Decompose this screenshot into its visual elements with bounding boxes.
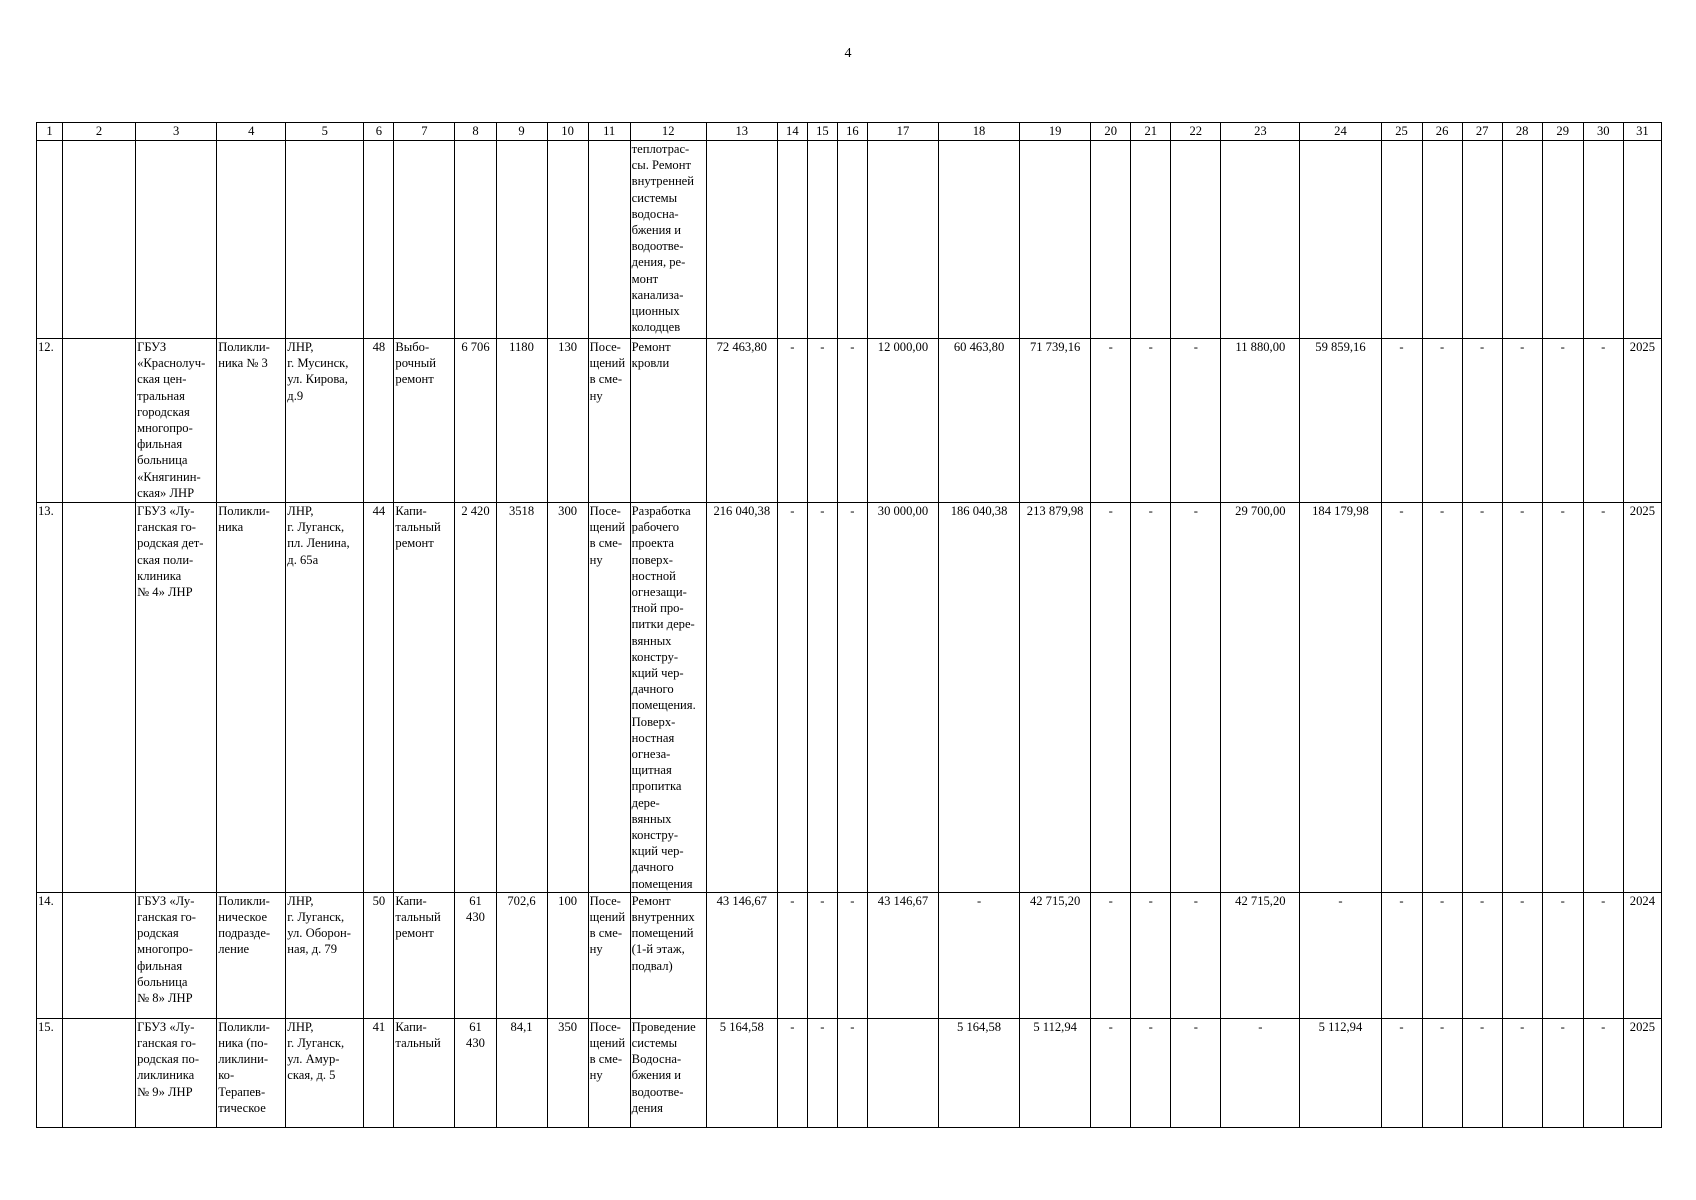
table-cell-col-9 xyxy=(496,141,547,339)
table-cell-col-16: - xyxy=(837,339,867,503)
table-cell-col-8: 61 430 xyxy=(455,892,496,1018)
table-cell-col-22: - xyxy=(1171,892,1221,1018)
table-cell-col-23 xyxy=(1221,141,1300,339)
table-cell-col-24: 5 112,94 xyxy=(1300,1018,1381,1127)
table-cell-col-19: 5 112,94 xyxy=(1020,1018,1091,1127)
table-cell-col-5: ЛНР, г. Луганск, ул. Оборон- ная, д. 79 xyxy=(286,892,364,1018)
column-number-2: 2 xyxy=(63,123,136,141)
table-cell-col-1: 15. xyxy=(37,1018,63,1127)
table-cell-col-18: 5 164,58 xyxy=(939,1018,1020,1127)
column-number-14: 14 xyxy=(777,123,807,141)
table-row xyxy=(37,141,1662,339)
table-cell-col-20: - xyxy=(1091,1018,1131,1127)
page-number: 4 xyxy=(844,46,852,61)
table-cell-col-4: Поликли- ника xyxy=(217,503,286,893)
table-cell-col-28 xyxy=(1502,141,1542,339)
table-cell-col-25: - xyxy=(1381,503,1422,893)
table-cell-col-21: - xyxy=(1131,1018,1171,1127)
table-cell-col-19: 42 715,20 xyxy=(1020,892,1091,1018)
table-cell-col-5: ЛНР, г. Луганск, пл. Ленина, д. 65а xyxy=(286,503,364,893)
table-cell-col-6: 48 xyxy=(364,339,394,503)
table-cell-col-23: 42 715,20 xyxy=(1221,892,1300,1018)
column-number-5: 5 xyxy=(286,123,364,141)
column-number-21: 21 xyxy=(1131,123,1171,141)
table-cell-col-28: - xyxy=(1502,503,1542,893)
table-cell-col-10 xyxy=(547,141,588,339)
table-cell-col-24: 59 859,16 xyxy=(1300,339,1381,503)
table-cell-col-21: - xyxy=(1131,503,1171,893)
table-cell-col-5: ЛНР, г. Мусинск, ул. Кирова, д.9 xyxy=(286,339,364,503)
table-cell-col-19: 71 739,16 xyxy=(1020,339,1091,503)
table-cell-col-7 xyxy=(394,141,455,339)
table-cell-col-20: - xyxy=(1091,503,1131,893)
table-cell-col-23: - xyxy=(1221,1018,1300,1127)
table-cell-col-2 xyxy=(63,892,136,1018)
table-cell-col-16: - xyxy=(837,892,867,1018)
table-cell-col-26: - xyxy=(1422,892,1462,1018)
table-cell-col-22 xyxy=(1171,141,1221,339)
table-cell-col-30: - xyxy=(1583,339,1623,503)
table-cell-col-29: - xyxy=(1542,892,1583,1018)
table-cell-col-30 xyxy=(1583,141,1623,339)
table-cell-col-9: 702,6 xyxy=(496,892,547,1018)
table-cell-col-8: 2 420 xyxy=(455,503,496,893)
column-number-15: 15 xyxy=(807,123,837,141)
table-cell-col-1: 12. xyxy=(37,339,63,503)
table-cell-col-22: - xyxy=(1171,503,1221,893)
table-cell-col-27 xyxy=(1462,141,1502,339)
table-cell-col-14: - xyxy=(777,503,807,893)
column-number-header-row xyxy=(37,123,1662,141)
column-number-23: 23 xyxy=(1221,123,1300,141)
table-cell-col-14: - xyxy=(777,339,807,503)
table-cell-col-11: Посе- щений в сме- ну xyxy=(588,339,630,503)
table-cell-col-2 xyxy=(63,339,136,503)
column-number-22: 22 xyxy=(1171,123,1221,141)
table-cell-col-15: - xyxy=(807,892,837,1018)
table-cell-col-6: 44 xyxy=(364,503,394,893)
table-cell-col-6: 41 xyxy=(364,1018,394,1127)
column-number-31: 31 xyxy=(1623,123,1661,141)
column-number-12: 12 xyxy=(630,123,706,141)
table-cell-col-14: - xyxy=(777,892,807,1018)
table-cell-col-12: Разработка рабочего проекта поверх- ностной огнезащи- тной про- питки дере- вянных констру- кций чер- дачного помещения. Поверх- ностная огнеза- щитная пропитка дере- вянных констру- кций чер- дачного помещения xyxy=(630,503,706,893)
column-number-26: 26 xyxy=(1422,123,1462,141)
table-cell-col-10: 350 xyxy=(547,1018,588,1127)
table-cell-col-1 xyxy=(37,141,63,339)
table-cell-col-24: 184 179,98 xyxy=(1300,503,1381,893)
table-cell-col-31: 2025 xyxy=(1623,503,1661,893)
table-cell-col-29 xyxy=(1542,141,1583,339)
table-cell-col-6 xyxy=(364,141,394,339)
table-cell-col-2 xyxy=(63,503,136,893)
table-cell-col-31: 2024 xyxy=(1623,892,1661,1018)
table-cell-col-18: 60 463,80 xyxy=(939,339,1020,503)
table-cell-col-25 xyxy=(1381,141,1422,339)
table-cell-col-14: - xyxy=(777,1018,807,1127)
table-cell-col-27: - xyxy=(1462,1018,1502,1127)
table-cell-col-10: 130 xyxy=(547,339,588,503)
table-cell-col-25: - xyxy=(1381,1018,1422,1127)
table-cell-col-21 xyxy=(1131,141,1171,339)
table-cell-col-7: Капи- тальный ремонт xyxy=(394,503,455,893)
table-cell-col-19 xyxy=(1020,141,1091,339)
table-cell-col-24 xyxy=(1300,141,1381,339)
table-cell-col-10: 100 xyxy=(547,892,588,1018)
table-cell-col-19: 213 879,98 xyxy=(1020,503,1091,893)
table-row xyxy=(37,892,1662,1018)
table-cell-col-1: 13. xyxy=(37,503,63,893)
table-cell-col-11: Посе- щений в сме- ну xyxy=(588,892,630,1018)
table-cell-col-31: 2025 xyxy=(1623,339,1661,503)
table-cell-col-15: - xyxy=(807,503,837,893)
table-cell-col-26 xyxy=(1422,141,1462,339)
column-number-13: 13 xyxy=(706,123,777,141)
table-cell-col-17 xyxy=(867,141,938,339)
table-cell-col-14 xyxy=(777,141,807,339)
column-number-24: 24 xyxy=(1300,123,1381,141)
table-cell-col-20 xyxy=(1091,141,1131,339)
table-cell-col-20: - xyxy=(1091,339,1131,503)
column-number-20: 20 xyxy=(1091,123,1131,141)
table-cell-col-11: Посе- щений в сме- ну xyxy=(588,1018,630,1127)
column-number-1: 1 xyxy=(37,123,63,141)
table-cell-col-12: теплотрас- сы. Ремонт внутренней системы водосна- бжения и водоотве- дения, ре- монт канализа- ционных колодцев xyxy=(630,141,706,339)
column-number-28: 28 xyxy=(1502,123,1542,141)
table-row xyxy=(37,339,1662,503)
table-row xyxy=(37,1018,1662,1127)
table-cell-col-7: Выбо- рочный ремонт xyxy=(394,339,455,503)
table-cell-col-29: - xyxy=(1542,1018,1583,1127)
table-cell-col-28: - xyxy=(1502,892,1542,1018)
table-cell-col-30: - xyxy=(1583,892,1623,1018)
column-number-25: 25 xyxy=(1381,123,1422,141)
table-cell-col-22: - xyxy=(1171,1018,1221,1127)
table-cell-col-13 xyxy=(706,141,777,339)
column-number-29: 29 xyxy=(1542,123,1583,141)
column-number-8: 8 xyxy=(455,123,496,141)
table-cell-col-25: - xyxy=(1381,339,1422,503)
table-cell-col-16: - xyxy=(837,503,867,893)
table-cell-col-18: - xyxy=(939,892,1020,1018)
table-cell-col-13: 5 164,58 xyxy=(706,1018,777,1127)
table-cell-col-22: - xyxy=(1171,339,1221,503)
column-number-4: 4 xyxy=(217,123,286,141)
table-cell-col-3 xyxy=(136,141,217,339)
table-cell-col-4 xyxy=(217,141,286,339)
table-cell-col-7: Капи- тальный ремонт xyxy=(394,892,455,1018)
column-number-17: 17 xyxy=(867,123,938,141)
table-row xyxy=(37,503,1662,893)
column-number-9: 9 xyxy=(496,123,547,141)
table-cell-col-4: Поликли- ническое подразде- ление xyxy=(217,892,286,1018)
table-cell-col-3: ГБУЗ «Лу- ганская го- родская многопро- фильная больница № 8» ЛНР xyxy=(136,892,217,1018)
table-cell-col-18 xyxy=(939,141,1020,339)
table-cell-col-18: 186 040,38 xyxy=(939,503,1020,893)
table-cell-col-27: - xyxy=(1462,339,1502,503)
table-cell-col-16: - xyxy=(837,1018,867,1127)
table-cell-col-30: - xyxy=(1583,1018,1623,1127)
repair-schedule-table xyxy=(36,122,1662,1128)
table-cell-col-26: - xyxy=(1422,339,1462,503)
table-cell-col-8 xyxy=(455,141,496,339)
column-number-18: 18 xyxy=(939,123,1020,141)
table-cell-col-2 xyxy=(63,141,136,339)
table-cell-col-8: 6 706 xyxy=(455,339,496,503)
table-cell-col-31: 2025 xyxy=(1623,1018,1661,1127)
table-cell-col-12: Ремонт кровли xyxy=(630,339,706,503)
table-cell-col-30: - xyxy=(1583,503,1623,893)
table-cell-col-17 xyxy=(867,1018,938,1127)
table-cell-col-17: 12 000,00 xyxy=(867,339,938,503)
table-cell-col-25: - xyxy=(1381,892,1422,1018)
table-cell-col-21: - xyxy=(1131,339,1171,503)
table-cell-col-27: - xyxy=(1462,892,1502,1018)
table-cell-col-17: 43 146,67 xyxy=(867,892,938,1018)
table-cell-col-17: 30 000,00 xyxy=(867,503,938,893)
table-cell-col-15 xyxy=(807,141,837,339)
table-cell-col-16 xyxy=(837,141,867,339)
table-cell-col-29: - xyxy=(1542,339,1583,503)
table-cell-col-11: Посе- щений в сме- ну xyxy=(588,503,630,893)
table-cell-col-5: ЛНР, г. Луганск, ул. Амур- ская, д. 5 xyxy=(286,1018,364,1127)
column-number-7: 7 xyxy=(394,123,455,141)
table-cell-col-12: Ремонт внутренних помещений (1-й этаж, подвал) xyxy=(630,892,706,1018)
table-cell-col-26: - xyxy=(1422,1018,1462,1127)
table-cell-col-31 xyxy=(1623,141,1661,339)
table-cell-col-26: - xyxy=(1422,503,1462,893)
table-cell-col-13: 216 040,38 xyxy=(706,503,777,893)
table-cell-col-2 xyxy=(63,1018,136,1127)
column-number-27: 27 xyxy=(1462,123,1502,141)
table-cell-col-8: 61 430 xyxy=(455,1018,496,1127)
table-cell-col-21: - xyxy=(1131,892,1171,1018)
column-number-10: 10 xyxy=(547,123,588,141)
table-cell-col-5 xyxy=(286,141,364,339)
table-cell-col-1: 14. xyxy=(37,892,63,1018)
table-cell-col-11 xyxy=(588,141,630,339)
table-cell-col-9: 84,1 xyxy=(496,1018,547,1127)
column-number-19: 19 xyxy=(1020,123,1091,141)
column-number-3: 3 xyxy=(136,123,217,141)
table-cell-col-12: Проведение системы Водосна- бжения и водоотве- дения xyxy=(630,1018,706,1127)
table-cell-col-28: - xyxy=(1502,339,1542,503)
table-cell-col-23: 11 880,00 xyxy=(1221,339,1300,503)
table-cell-col-27: - xyxy=(1462,503,1502,893)
table-cell-col-28: - xyxy=(1502,1018,1542,1127)
column-number-30: 30 xyxy=(1583,123,1623,141)
table-cell-col-6: 50 xyxy=(364,892,394,1018)
table-cell-col-3: ГБУЗ «Лу- ганская го- родская по- ликлиника № 9» ЛНР xyxy=(136,1018,217,1127)
table-cell-col-10: 300 xyxy=(547,503,588,893)
table-cell-col-15: - xyxy=(807,1018,837,1127)
table-cell-col-13: 43 146,67 xyxy=(706,892,777,1018)
table-cell-col-9: 3518 xyxy=(496,503,547,893)
table-cell-col-23: 29 700,00 xyxy=(1221,503,1300,893)
column-number-11: 11 xyxy=(588,123,630,141)
table-cell-col-7: Капи- тальный xyxy=(394,1018,455,1127)
table-cell-col-29: - xyxy=(1542,503,1583,893)
table-cell-col-3: ГБУЗ «Краснолуч- ская цен- тральная городская многопро- фильная больница «Княгинин- ская» ЛНР xyxy=(136,339,217,503)
column-number-6: 6 xyxy=(364,123,394,141)
table-cell-col-4: Поликли- ника № 3 xyxy=(217,339,286,503)
column-number-16: 16 xyxy=(837,123,867,141)
table-cell-col-20: - xyxy=(1091,892,1131,1018)
table-cell-col-4: Поликли- ника (по- ликлини- ко- Терапев- тическое xyxy=(217,1018,286,1127)
table-cell-col-15: - xyxy=(807,339,837,503)
table-cell-col-3: ГБУЗ «Лу- ганская го- родская дет- ская поли- клиника № 4» ЛНР xyxy=(136,503,217,893)
table-cell-col-9: 1180 xyxy=(496,339,547,503)
table-cell-col-24: - xyxy=(1300,892,1381,1018)
table-cell-col-13: 72 463,80 xyxy=(706,339,777,503)
